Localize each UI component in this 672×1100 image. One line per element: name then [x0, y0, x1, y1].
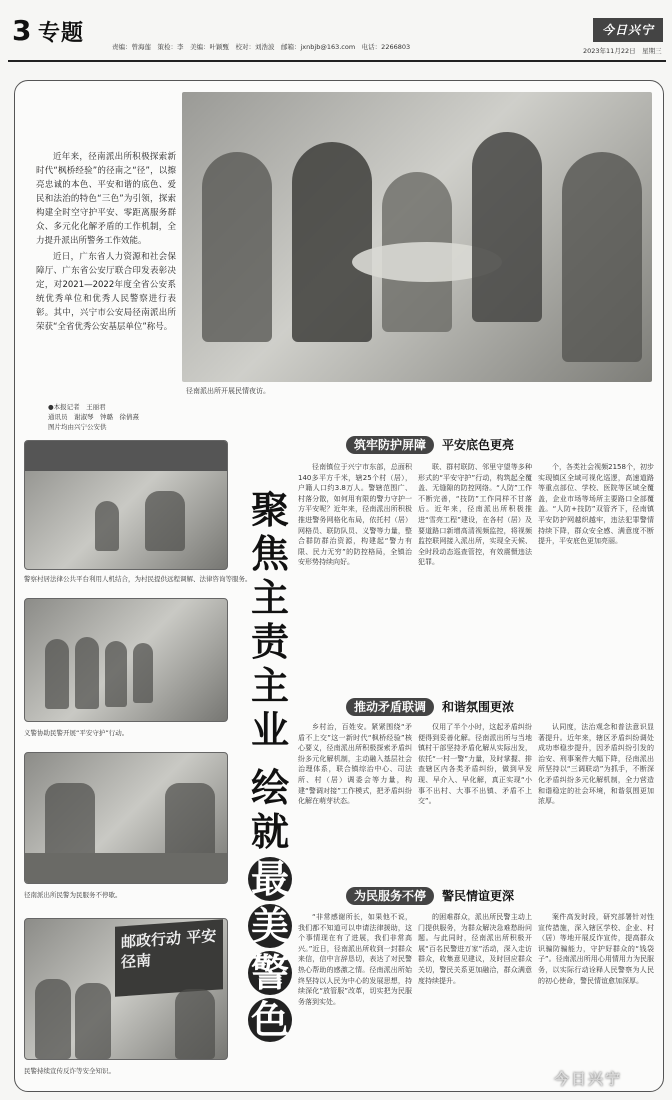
section-tag: 为民服务不停 — [346, 887, 434, 905]
police-officer-silhouette — [292, 142, 372, 342]
bylines — [48, 402, 139, 432]
headline-char: 责 — [250, 619, 289, 664]
intro-text — [36, 150, 176, 336]
page-header — [8, 14, 666, 58]
person-silhouette — [562, 152, 642, 362]
paragraph: 仅用了半个小时，这起矛盾纠纷便得到妥善化解。径南派出所与当地镇村干部坚持矛盾化解从实际出发，依托“一村一警”力量，及时掌握、排查辖区内各类矛盾纠纷，做到早发现、早介入、早化解，真正实现“小事不出村、大事不出镇、矛盾不上交”。 — [418, 723, 532, 806]
wall-slogan: 邮政行动 平安径南 — [115, 919, 223, 997]
article-column — [538, 912, 654, 1088]
staff-line: 责编：曾海莲 策检：李 美编：叶颖甄 校对：刘浩波 邮箱：jxnbjb@163.com 电话：2266803 — [112, 43, 411, 51]
date-line: 2023年11月22日 星期三 — [583, 47, 662, 55]
intro-paragraph-1: 近年来，径南派出所积极探索新时代“枫桥经验”的径南之“径”，以擦亮忠诚的本色、平安和谐的底色、爱民和法治的特色“三色”为引领，探索构建全时空守护平安、零距离服务群众、多元化化解矛盾的工作机制，全力提升派出所警务工作效能。 — [36, 152, 176, 246]
paragraph: “非常感谢所长，如果他不说，我们都不知道可以申请法律援助，这个事情现在有了进展，我们非常高兴。”近日，径南派出所收到一封群众来信，信中言辞恳切，表达了对民警热心帮助的感激之情。径南派出所始终坚持以人民为中心的发展思想，持续深化“放管服”改革，切实把为民服务落到实处。 — [298, 913, 412, 1006]
section-heading-3 — [346, 887, 514, 905]
byline-photo-credit: 图片均由兴宁公安供 — [48, 423, 107, 431]
person-silhouette — [145, 491, 185, 551]
headline-char: 焦 — [250, 531, 289, 576]
paragraph: 认同度，法治观念和普法意识显著提升。近年来，辖区矛盾纠纷调处成功率稳步提升，因矛盾纠纷引发的治安、刑事案件大幅下降，径南派出所坚持以“三调联动”为抓手，不断深化矛盾纠纷多元化解机制，全力营造和谐稳定的社会环境，和谐氛围更加浓厚。 — [538, 723, 654, 806]
person-silhouette — [133, 643, 153, 703]
main-photo-caption: 径南派出所开展民情夜访。 — [186, 387, 270, 395]
paragraph: 个，各类社会视频2158个，初步实现镇区全域可视化巡逻，高速道路等重点部位、学校、医院等区域全覆盖，企业市场等场所主要路口全部覆盖。“人防+技防”双管齐下，径南镇平安防护网越织越牢，违法犯罪警情持续下降，群众安全感、满意度不断提升，平安底色更加亮丽。 — [538, 463, 654, 546]
page-number: 3 — [12, 14, 32, 47]
section-tag: 筑牢防护屏障 — [346, 436, 434, 454]
section-subtitle: 警民情谊更深 — [442, 889, 515, 903]
masthead-logo: 今日兴宁 — [593, 18, 663, 42]
section-heading-2 — [346, 698, 514, 716]
article-column — [298, 722, 412, 882]
headline-circled-char: 最 — [248, 857, 292, 901]
photo-anti-fraud-publicity — [24, 918, 228, 1060]
article-column — [418, 462, 532, 692]
photo-caption-2: 义警协助民警开展“平安守护”行动。 — [24, 729, 129, 737]
headline-circled-char: 警 — [248, 951, 292, 995]
headline-circled-char: 色 — [248, 998, 292, 1042]
article-column — [538, 722, 654, 882]
photo-service-counter — [24, 752, 228, 884]
headline-circled-char: 美 — [248, 904, 292, 948]
header-divider — [8, 60, 666, 62]
headline-char: 聚 — [250, 487, 289, 532]
headline-char: 就 — [250, 809, 289, 854]
article-column — [538, 462, 654, 692]
paragraph: 乡村治，百姓安。紧紧围绕“矛盾不上交”这一新时代“枫桥经验”核心要义，径南派出所积极探索矛盾纠纷多元化解机制，主动融入基层社会治理体系，联合镇综治中心、司法所、村（居）调委会等力量，构建“警调对接”工作模式，把矛盾纠纷化解在萌芽状态。 — [298, 723, 412, 806]
intro-paragraph-2: 近日，广东省人力资源和社会保障厅、广东省公安厅联合印发表彰决定，对2021—2022年度全省公安系统优秀单位和优秀人民警察进行表彰。其中，兴宁市公安局径南派出所荣获“全省优秀公安基层单位”称号。 — [36, 252, 176, 332]
person-silhouette — [35, 979, 71, 1059]
person-silhouette — [105, 641, 127, 707]
counter-shape — [25, 853, 228, 884]
section-subtitle: 和谐氛围更浓 — [442, 700, 515, 714]
section-name: 专题 — [38, 21, 85, 46]
byline-reporter: ●本报记者 王丽君 — [48, 403, 106, 411]
paragraph: 联、群村联防、邻里守望等多种形式的“平安守护”行动，构筑起全覆盖、无缝隙的防控网络。“人防”工作不断完善，“技防”工作同样不甘落后。近年来，径南派出所积极推进“雪亮工程”建设，在各村（居）及要道路口新增高清视频监控，将视频监控联网接入派出所，实现全天候、全时段动态巡查管控，有效震慑违法犯罪。 — [418, 463, 532, 567]
watermark-logo: 今日兴宁 — [554, 1070, 623, 1088]
article-column — [298, 912, 412, 1088]
paragraph: 的困难群众，派出所民警主动上门提供服务，为群众解决急难愁盼问题。与此同时，径南派出所积极开展“百名民警进万家”活动，深入走访群众，收集意见建议，及时回应群众关切，警民关系更加融洽，群众满意度持续提升。 — [418, 913, 532, 985]
section-subtitle: 平安底色更亮 — [442, 438, 515, 452]
headline-char: 主 — [250, 663, 289, 708]
robot-silhouette — [95, 501, 119, 551]
section-heading-1 — [346, 436, 514, 454]
headline-char: 绘 — [250, 765, 289, 810]
person-silhouette — [202, 152, 272, 342]
headline-spacer — [246, 752, 294, 766]
vertical-headline — [246, 488, 294, 1045]
article-column — [418, 912, 532, 1088]
article-column — [298, 462, 412, 692]
person-silhouette — [45, 639, 69, 709]
byline-correspondents: 通讯员 谢淑琴 钟璐 徐倩熹 — [48, 413, 139, 421]
banner-shape — [25, 441, 228, 471]
article-column — [418, 722, 532, 882]
paragraph: 径南镇位于兴宁市东部，总面积140多平方千米，辖25个村（居），户籍人口约3.8万人。警辖范围广、村落分散，如何用有限的警力守护一方平安呢？近年来，径南派出所积极推进警务网格化布局，依托村（居）网格员、联防队员、义警等力量，整合群防群治资源，构建起“警力有限、民力无穷”的防控格局，全镇治安形势持续向好。 — [298, 463, 412, 567]
headline-char: 主 — [250, 575, 289, 620]
paragraph: 案件高发时段，研究部署针对性宣传措施，深入辖区学校、企业、村（居）等地开展反诈宣传，提高群众识骗防骗能力，守护好群众的“钱袋子”。径南派出所用心用情用力为民服务，以实际行动诠释人民警察为人民的初心使命，警民情谊愈加深厚。 — [538, 913, 654, 985]
photo-caption-4: 民警持续宣传反诈等安全知识。 — [24, 1067, 115, 1075]
person-silhouette — [75, 983, 111, 1059]
section-tag: 推动矛盾联调 — [346, 698, 434, 716]
photo-caption-1: 警察村居法律公共平台利用人机结合，为村民提供远程调解、法律咨询等服务。 — [24, 575, 252, 583]
photo-volunteer-police — [24, 598, 228, 722]
police-officer-silhouette — [472, 132, 542, 322]
police-officer-silhouette — [175, 989, 215, 1059]
main-photo — [182, 92, 652, 382]
headline-char: 业 — [250, 707, 289, 752]
person-silhouette — [75, 637, 99, 709]
photo-legal-platform — [24, 440, 228, 570]
photo-caption-3: 径南派出所民警为民服务不停歇。 — [24, 891, 122, 899]
